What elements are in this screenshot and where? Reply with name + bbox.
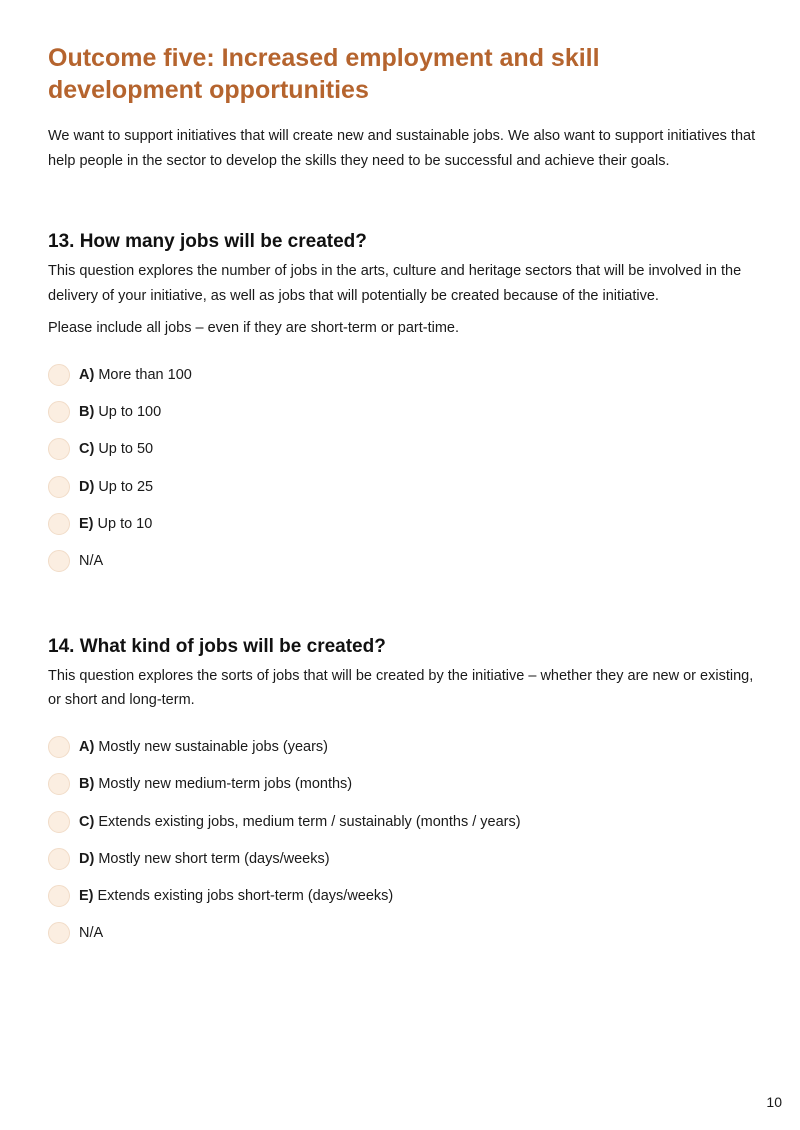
radio-button[interactable] (48, 736, 70, 758)
radio-button[interactable] (48, 811, 70, 833)
radio-button[interactable] (48, 476, 70, 498)
outcome-title: Outcome five: Increased employment and skill development opportunities (48, 44, 600, 104)
option-label: Mostly new short term (days/weeks) (98, 850, 330, 867)
option-13-na[interactable] (48, 542, 758, 579)
option-13-c[interactable] (48, 431, 758, 468)
question-14-options (48, 729, 758, 952)
question-14-description: This question explores the sorts of jobs that will be created by the initiative – whether they are new or existing, or short and long-term. (48, 667, 754, 709)
option-13-d[interactable] (48, 468, 758, 505)
option-letter: E) (79, 887, 94, 904)
option-13-a[interactable] (48, 357, 758, 394)
option-label: Extends existing jobs, medium term / sustainably (months / years) (98, 813, 521, 830)
question-13-title: 13. How many jobs will be created? (48, 231, 367, 252)
option-label: Up to 100 (98, 404, 162, 421)
option-14-c[interactable] (48, 803, 758, 840)
option-14-na[interactable] (48, 915, 758, 952)
radio-button[interactable] (48, 513, 70, 535)
question-13-description: This question explores the number of jobs in the arts, culture and heritage sectors that will be involved in the delivery of your initiative, as well as jobs that will potentially be created because of the initiative. (48, 263, 742, 304)
option-letter: A) (79, 367, 95, 384)
radio-button[interactable] (48, 885, 70, 907)
radio-button[interactable] (48, 438, 70, 460)
option-label: Extends existing jobs short-term (days/weeks) (97, 887, 394, 904)
radio-button[interactable] (48, 550, 70, 572)
option-label: Up to 25 (98, 478, 154, 495)
page-number: 10 (766, 1094, 782, 1110)
question-14 (48, 634, 758, 952)
outcome-intro: We want to support initiatives that will create new and sustainable jobs. We also want to support initiatives that help people in the sector to develop the skills they need to be successful and achieve their goals. (48, 128, 756, 169)
option-letter: E) (79, 515, 94, 532)
radio-button[interactable] (48, 401, 70, 423)
question-13-options (48, 357, 758, 580)
option-label: N/A (79, 925, 104, 942)
option-label: Up to 50 (98, 441, 154, 458)
option-letter: D) (79, 478, 95, 495)
document-page (48, 42, 758, 952)
option-14-e[interactable] (48, 877, 758, 914)
radio-button[interactable] (48, 773, 70, 795)
option-label: More than 100 (98, 367, 192, 384)
option-14-a[interactable] (48, 729, 758, 766)
option-label: Mostly new medium-term jobs (months) (98, 776, 353, 793)
radio-button[interactable] (48, 922, 70, 944)
option-letter: C) (79, 441, 95, 458)
option-label: Up to 10 (97, 515, 153, 532)
option-14-d[interactable] (48, 840, 758, 877)
question-14-title: 14. What kind of jobs will be created? (48, 635, 386, 657)
option-letter: B) (79, 404, 95, 421)
radio-button[interactable] (48, 364, 70, 386)
option-letter: A) (79, 739, 95, 756)
question-13-note: Please include all jobs – even if they are short-term or part-time. (48, 320, 460, 336)
option-letter: C) (79, 813, 95, 830)
option-14-b[interactable] (48, 766, 758, 803)
option-letter: B) (79, 776, 95, 793)
option-letter: D) (79, 850, 95, 867)
option-13-b[interactable] (48, 394, 758, 431)
question-13 (48, 229, 758, 580)
option-label: Mostly new sustainable jobs (years) (98, 739, 328, 756)
radio-button[interactable] (48, 848, 70, 870)
option-label: N/A (79, 553, 104, 570)
option-13-e[interactable] (48, 505, 758, 542)
